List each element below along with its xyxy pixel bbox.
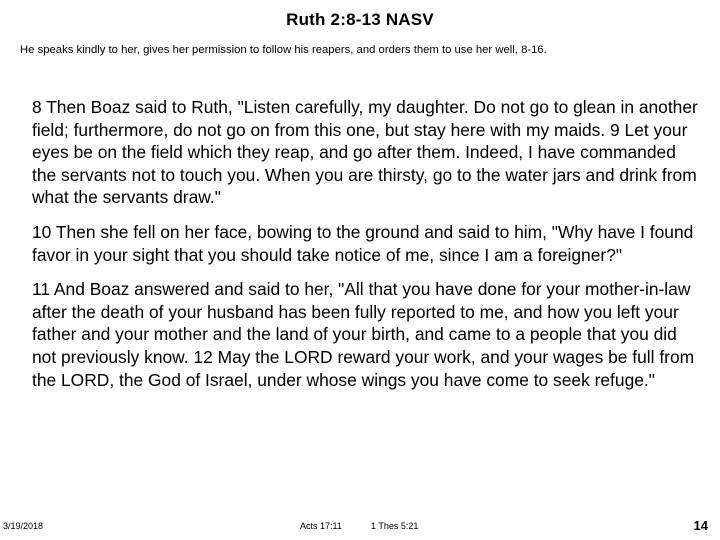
footer-date: 3/19/2018	[3, 521, 44, 531]
slide-title: Ruth 2:8-13 NASV	[286, 10, 434, 29]
page-number: 14	[693, 518, 708, 533]
footer-reference-thes: 1 Thes 5:21	[371, 521, 419, 531]
scripture-paragraph-2: 10 Then she fell on her face, bowing to the ground and said to him, "Why have I found favor in your sight that you should take notice of me, since I am a foreigner?"	[32, 221, 694, 265]
footer-reference-acts: Acts 17:11	[300, 521, 342, 531]
scripture-body	[32, 96, 700, 403]
scripture-paragraph-3: 11 And Boaz answered and said to her, "All that you have done for your mother-in-law after the death of your husband has been fully reported to me, and how you left your father and your mother and the land of your birth, and came to a people that you did not previously know. 12 May the LORD reward your work, and your wages be full from the LORD, the God of Israel, under whose wings you have come to seek refuge."	[32, 279, 695, 390]
scripture-paragraph-1: 8 Then Boaz said to Ruth, "Listen carefully, my daughter. Do not go to glean in another field; furthermore, do not go on from this one, but stay here with my maids. 9 Let your eyes be on the field which they reap, and go after them. Indeed, I have commanded the servants not to touch you. When you are thirsty, go to the water jars and drink from what the servants draw."	[32, 97, 698, 208]
slide-subtitle: He speaks kindly to her, gives her permission to follow his reapers, and orders them to use her well, 8‑16.	[20, 44, 547, 56]
